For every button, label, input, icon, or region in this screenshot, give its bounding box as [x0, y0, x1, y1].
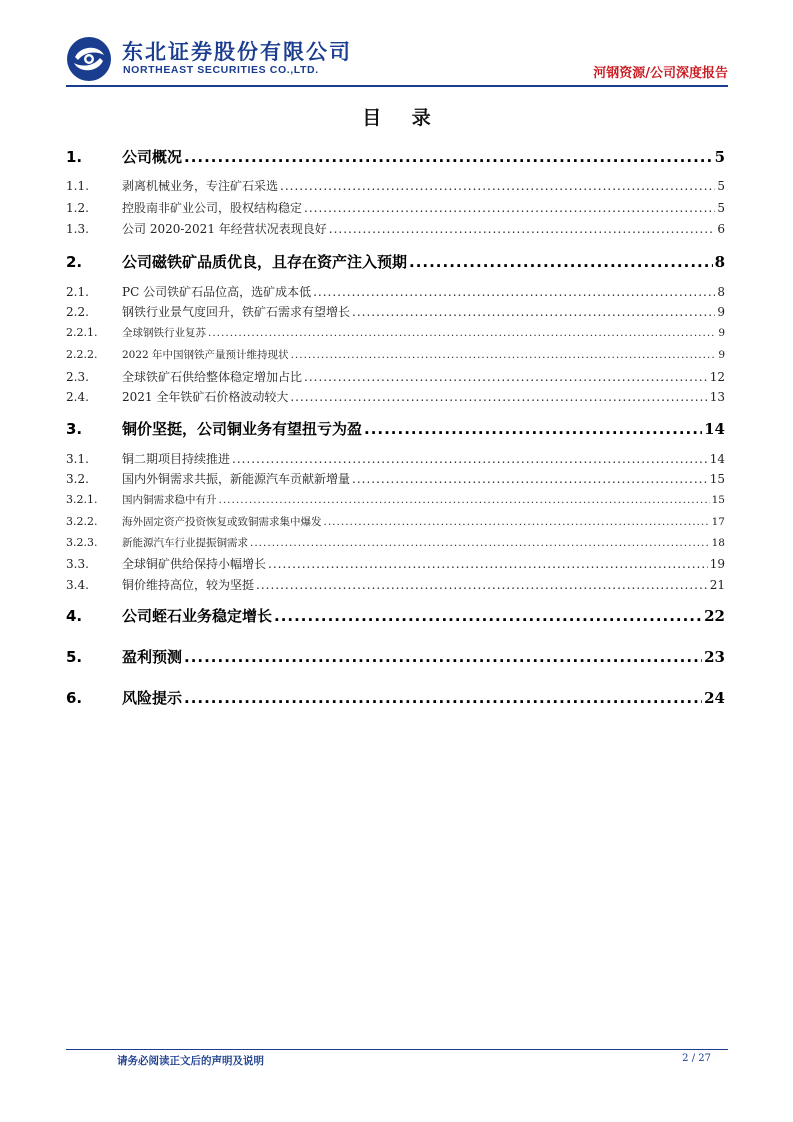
toc-entry-label: 剥离机械业务，专注矿石采选 [122, 179, 279, 193]
dot-leader [324, 516, 710, 528]
footer-divider [66, 1049, 728, 1050]
toc-entry-page: 6 [717, 222, 725, 236]
dot-leader [313, 285, 715, 299]
dot-leader [352, 472, 708, 486]
toc-entry-label: 全球铜矿供给保持小幅增长 [122, 557, 267, 571]
toc-entry-label: 全球钢铁行业复苏 [122, 327, 206, 339]
dot-leader [232, 452, 708, 466]
dot-leader [268, 557, 708, 571]
toc-entry-page: 13 [709, 390, 725, 404]
toc-entry[interactable] [66, 514, 725, 529]
dot-leader [250, 537, 710, 549]
company-logo-icon [66, 36, 112, 82]
toc-entry[interactable] [66, 576, 725, 593]
toc-entry-page: 5 [717, 201, 725, 215]
toc-entry-label: 钢铁行业景气度回升，铁矿石需求有望增长 [122, 305, 351, 319]
toc-entry-page: 9 [718, 349, 725, 361]
toc-entry-number: 2.2.1. [66, 326, 98, 339]
toc-entry-label: 海外固定资产投资恢复或致铜需求集中爆发 [122, 516, 322, 528]
toc-entry[interactable] [66, 146, 725, 167]
toc-entry-label: 新能源汽车行业提振铜需求 [122, 537, 248, 549]
toc-entry[interactable] [66, 368, 725, 385]
toc-entry[interactable] [66, 492, 725, 507]
toc-entry[interactable] [66, 605, 725, 626]
toc-entry-label: 风险提示 [122, 689, 183, 707]
toc-entry[interactable] [66, 177, 725, 194]
toc-entry-label: 公司蛭石业务稳定增长 [122, 607, 273, 625]
toc-entry-page: 14 [709, 452, 725, 466]
toc-entry-number: 2.2. [66, 305, 89, 319]
toc-entry-number: 3.2.3. [66, 536, 98, 549]
toc-entry-label: 2022 年中国钢铁产量预计维持现状 [122, 349, 289, 361]
toc-entry-page: 19 [709, 557, 725, 571]
toc-entry-page: 15 [709, 472, 725, 486]
toc-entry-label: 盈利预测 [122, 648, 183, 666]
toc-entry-page: 9 [718, 327, 725, 339]
dot-leader [291, 349, 717, 361]
toc-entry[interactable] [66, 347, 725, 362]
toc-entry[interactable] [66, 555, 725, 572]
toc-entry-label: 铜价维持高位，较为坚挺 [122, 578, 255, 592]
toc-entry-label: 公司 2020-2021 年经营状况表现良好 [122, 222, 327, 236]
toc-entry[interactable] [66, 220, 725, 237]
toc-entry[interactable] [66, 283, 725, 300]
dot-leader [329, 222, 716, 236]
toc-entry-page: 21 [709, 578, 725, 592]
dot-leader [409, 253, 713, 271]
toc-entry-label: 铜二期项目持续推进 [122, 452, 231, 466]
page-indicator: 2 / 27 [682, 1053, 711, 1064]
toc-entry[interactable] [66, 251, 725, 272]
toc-entry-page: 8 [714, 253, 725, 271]
toc-entry-page: 5 [717, 179, 725, 193]
toc-entry-label: 公司概况 [122, 148, 183, 166]
header-divider [66, 85, 728, 87]
toc-entry-number: 3.4. [66, 578, 89, 592]
toc-entry[interactable] [66, 199, 725, 216]
dot-leader [184, 689, 702, 707]
toc-entry[interactable] [66, 470, 725, 487]
page-header [66, 36, 728, 84]
toc-entry-number: 2.2.2. [66, 348, 98, 361]
toc-entry-number: 3.2.1. [66, 493, 98, 506]
toc-entry-number: 3.3. [66, 557, 89, 571]
toc-entry-page: 24 [704, 689, 725, 707]
dot-leader [256, 578, 708, 592]
toc-entry-label: PC 公司铁矿石品位高，选矿成本低 [122, 285, 312, 299]
dot-leader [290, 390, 707, 404]
toc-entry-page: 12 [709, 370, 725, 384]
toc-entry-number: 3.1. [66, 452, 89, 466]
toc-entry[interactable] [66, 535, 725, 550]
dot-leader [219, 494, 710, 506]
dot-leader [208, 327, 716, 339]
toc-entry-page: 15 [711, 494, 725, 506]
toc-entry-page: 14 [704, 420, 725, 438]
dot-leader [280, 179, 715, 193]
toc-entry[interactable] [66, 325, 725, 340]
toc-entry-page: 18 [711, 537, 725, 549]
toc-entry-number: 3.2. [66, 472, 89, 486]
toc-entry-page: 9 [717, 305, 725, 319]
company-name-cn: 东北证券股份有限公司 [122, 40, 352, 64]
toc-entry-number: 4. [66, 607, 83, 625]
company-name-en: NORTHEAST SECURITIES CO.,LTD. [123, 64, 319, 76]
dot-leader [352, 305, 715, 319]
toc-entry-page: 8 [717, 285, 725, 299]
dot-leader [304, 201, 715, 215]
toc-entry-number: 1. [66, 148, 83, 166]
toc-entry[interactable] [66, 450, 725, 467]
toc-entry-page: 17 [711, 516, 725, 528]
dot-leader [274, 607, 702, 625]
toc-entry-page: 5 [714, 148, 725, 166]
toc-entry[interactable] [66, 646, 725, 667]
toc-entry-label: 公司磁铁矿品质优良，且存在资产注入预期 [122, 253, 408, 271]
toc-title: 目 录 [362, 107, 443, 129]
dot-leader [184, 148, 713, 166]
toc-entry-label: 控股南非矿业公司，股权结构稳定 [122, 201, 303, 215]
toc-entry-number: 1.1. [66, 179, 89, 193]
toc-entry-label: 2021 全年铁矿石价格波动较大 [122, 390, 289, 404]
dot-leader [184, 648, 702, 666]
toc-entry-label: 国内铜需求稳中有升 [122, 494, 217, 506]
toc-entry-label: 铜价坚挺，公司铜业务有望扭亏为盈 [122, 420, 363, 438]
toc-entry-number: 2.4. [66, 390, 89, 404]
toc-entry-page: 22 [704, 607, 725, 625]
toc-entry-number: 5. [66, 648, 83, 666]
toc-entry-number: 1.3. [66, 222, 89, 236]
toc-entry-number: 3.2.2. [66, 515, 98, 528]
toc-entry-number: 2.3. [66, 370, 89, 384]
toc-entry[interactable] [66, 388, 725, 405]
footer-disclaimer: 请务必阅读正文后的声明及说明 [117, 1055, 264, 1067]
toc-entry-number: 6. [66, 689, 83, 707]
toc-entry-number: 3. [66, 420, 83, 438]
toc-entry-number: 2. [66, 253, 83, 271]
toc-entry-number: 1.2. [66, 201, 89, 215]
toc-entry-page: 23 [704, 648, 725, 666]
toc-entry-label: 国内外铜需求共振，新能源汽车贡献新增量 [122, 472, 351, 486]
toc-entry[interactable] [66, 303, 725, 320]
toc-entry[interactable] [66, 687, 725, 708]
dot-leader [364, 420, 702, 438]
report-type-label: 河钢资源/公司深度报告 [593, 66, 728, 81]
toc-entry-number: 2.1. [66, 285, 89, 299]
toc-entry[interactable] [66, 418, 725, 439]
dot-leader [304, 370, 708, 384]
toc-entry-label: 全球铁矿石供给整体稳定增加占比 [122, 370, 303, 384]
